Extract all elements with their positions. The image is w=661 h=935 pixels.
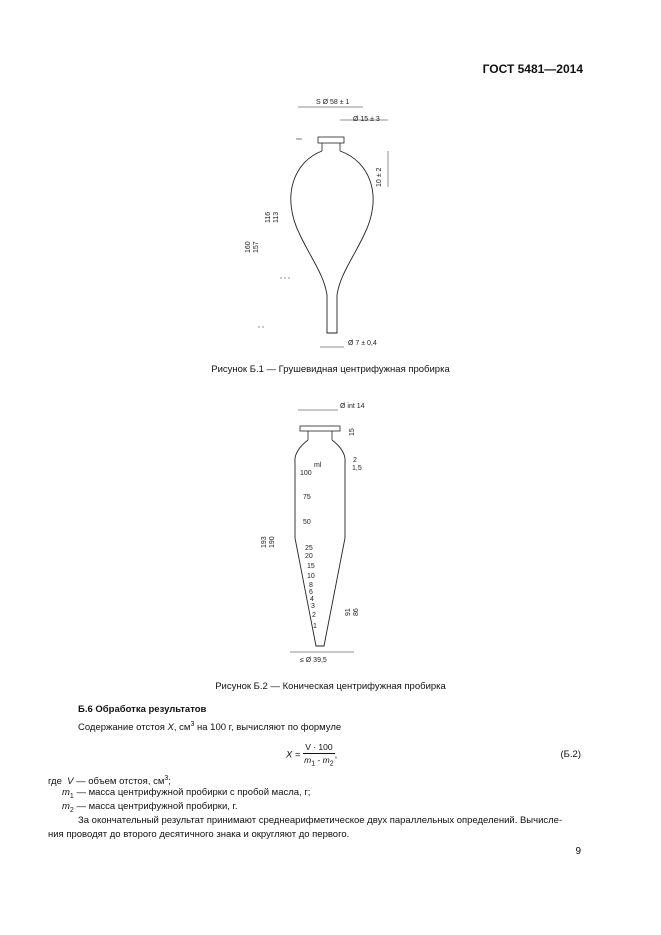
where-m1: $m_1$ — масса центрифужной пробирки с пробой масла, г;	[62, 787, 311, 800]
standard-header: ГОСТ 5481—2014	[482, 62, 583, 76]
scale-20: 20	[305, 553, 313, 560]
where-v: где V — объем отстоя, $см^3$;	[48, 775, 171, 788]
dim-neck-diam: Ø 15 ± 3	[353, 116, 380, 123]
equation-number: (Б.2)	[560, 749, 581, 760]
dim-h160: 160	[245, 241, 252, 253]
dim-2: 2	[353, 457, 357, 464]
figure2-caption: Рисунок Б.2 — Коническая центрифужная пробирка	[215, 681, 446, 692]
scale-8: 8	[309, 582, 313, 589]
scale-100: 100	[300, 470, 312, 477]
scale-6: 6	[309, 589, 313, 596]
scale-75: 75	[303, 494, 311, 501]
dim-neck-height: 10 ± 2	[376, 167, 383, 187]
section-title: Б.6 Обработка результатов	[78, 704, 207, 715]
dim-h193: 193	[261, 536, 268, 548]
dim-h91: 91	[345, 608, 352, 616]
conical-tube-drawing	[250, 398, 410, 668]
formula-b2: X = $\frac{V \cdot 100}{m_1 - m_2}$ ,	[286, 742, 338, 768]
figure-conical-tube	[250, 398, 410, 668]
scale-2: 2	[312, 612, 316, 619]
dim-top-diam: S Ø 58 ± 1	[316, 99, 350, 106]
dim-h157: 157	[253, 241, 260, 253]
dim-base-diam: ≤ Ø 39,5	[300, 657, 327, 664]
dim-1-5: 1,5	[352, 465, 362, 472]
where-m2: $m_2$ — масса центрифужной пробирки, г.	[62, 801, 238, 814]
figure-pear-tube	[240, 95, 440, 355]
scale-10: 10	[307, 573, 315, 580]
dim-h116: 116	[265, 211, 272, 223]
dim-h113: 113	[273, 211, 280, 223]
pear-tube-drawing	[240, 95, 440, 355]
scale-50: 50	[303, 519, 311, 526]
scale-1: 1	[313, 623, 317, 630]
final-line-1: За окончательный результат принимают среднеарифметическое двух параллельных определений. Вычисле-	[78, 815, 563, 826]
dim-neck-15: 15	[349, 428, 356, 436]
scale-3: 3	[311, 603, 315, 610]
figure1-caption: Рисунок Б.1 — Грушевидная центрифужная пробирка	[211, 364, 450, 375]
ml-label: ml	[314, 462, 322, 469]
page-number: 9	[575, 846, 581, 857]
dim-h190: 190	[269, 536, 276, 548]
dim-h86: 86	[353, 608, 360, 616]
scale-25: 25	[305, 545, 313, 552]
dim-tip-diam: Ø 7 ± 0,4	[348, 340, 377, 347]
dim-neck-int: Ø int 14	[340, 403, 365, 410]
scale-4: 4	[310, 596, 314, 603]
final-line-2: ния проводят до второго десятичного знака и округляют до первого.	[48, 829, 350, 840]
scale-15: 15	[307, 563, 315, 570]
intro-line: Содержание отстоя X, $см^3$ на 100 г, вычисляют по формуле	[78, 721, 342, 734]
